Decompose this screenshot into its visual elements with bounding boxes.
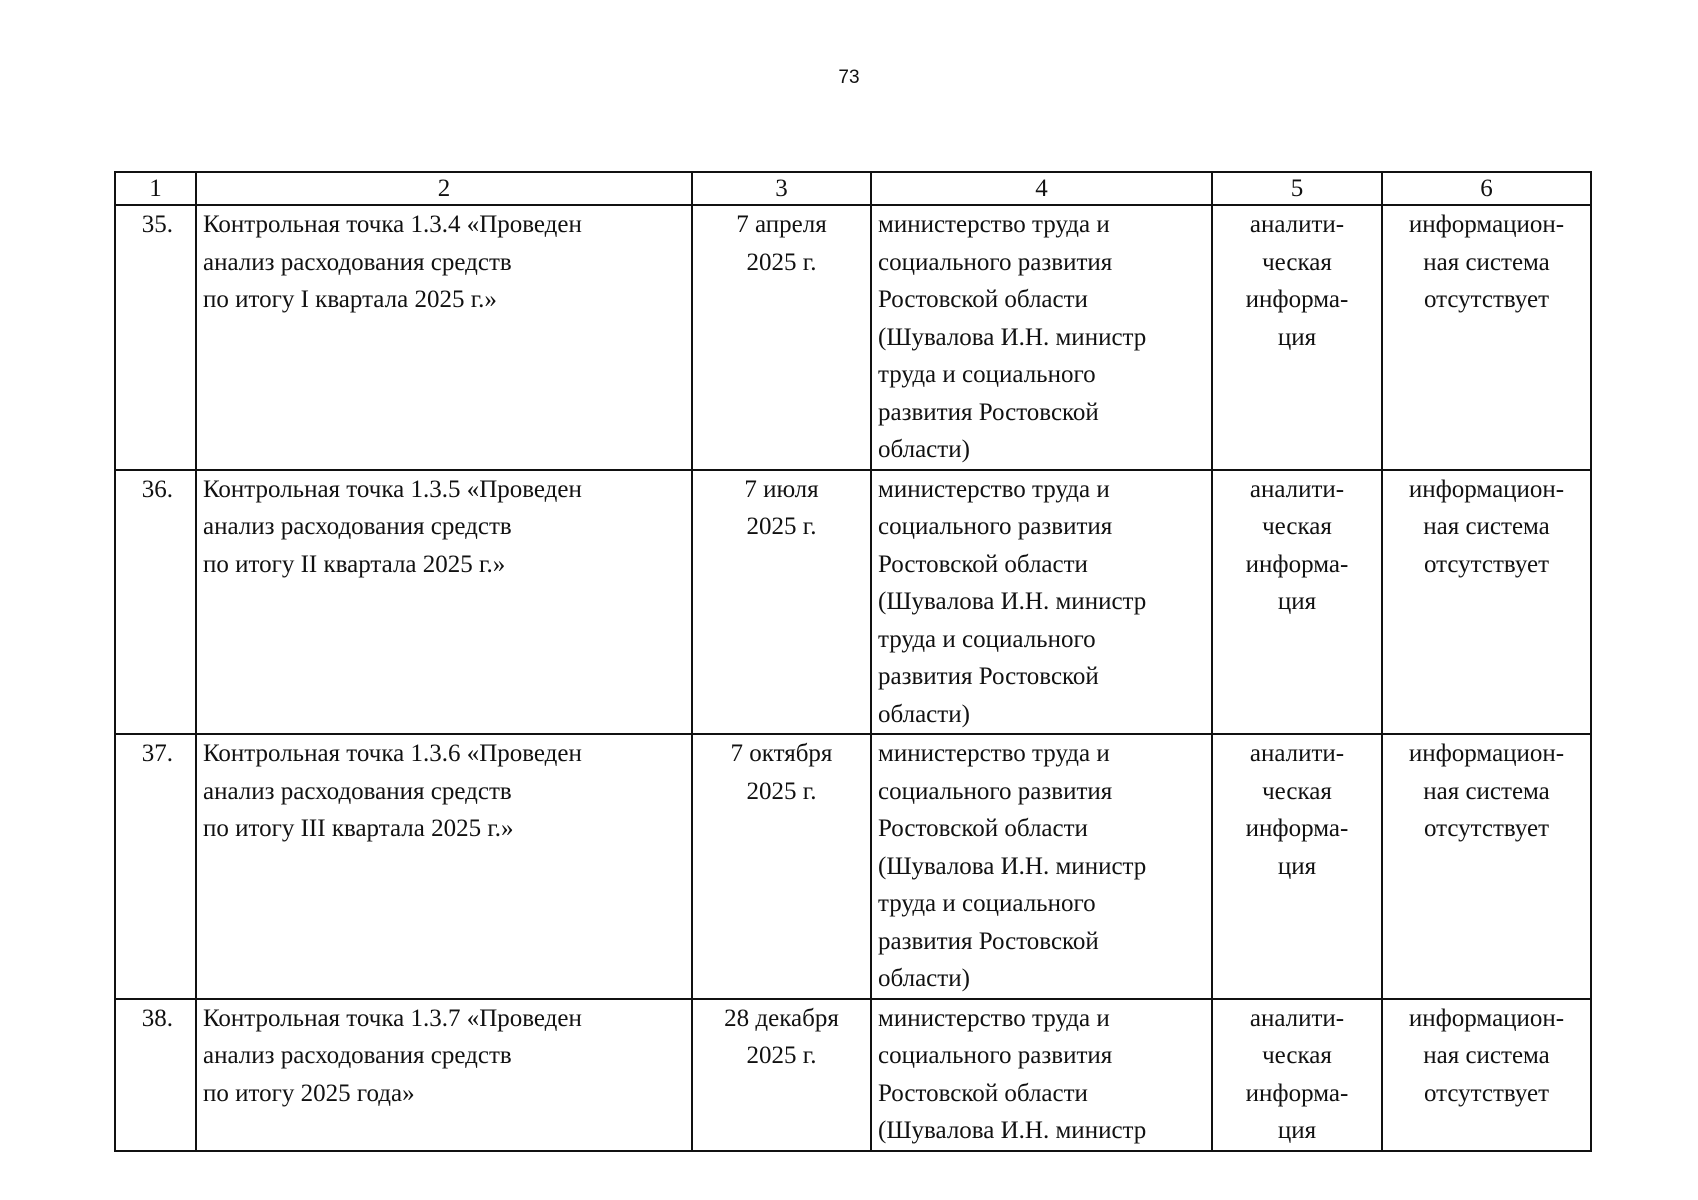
header-cell-col-1: 1 [115,172,196,205]
control-point-cell-line: Контрольная точка 1.3.4 «Проведен [203,211,582,238]
information-system-cell-line: информацион- [1408,211,1565,238]
information-system-cell-line: отсутствует [1423,550,1550,578]
table-row [115,470,1591,735]
responsible-cell-line: министерство труда и [878,475,1110,503]
deadline-cell [692,999,871,1151]
row-number-cell: 38. [115,999,196,1151]
control-point-cell-line: Контрольная точка 1.3.7 «Проведен [203,1004,582,1032]
header-cell-col-6: 6 [1382,172,1591,205]
table-header-row [115,172,1591,205]
responsible-cell-line: труда и социального [878,361,1096,388]
information-system-cell [1382,470,1591,735]
deadline-cell-line: 2025 г. [746,248,817,276]
document-type-cell-line: информа- [1245,550,1349,578]
deadline-cell-line: 2025 г. [746,1042,817,1069]
document-type-cell-line: ческая [1262,513,1332,540]
deadline-cell [692,470,871,735]
deadline-cell-line: 7 июля [744,475,819,503]
responsible-cell [871,734,1212,999]
responsible-cell-line: министерство труда и [878,740,1110,767]
responsible-cell-line: министерство труда и [878,1004,1110,1032]
responsible-cell-line: Ростовской области [878,550,1088,578]
document-type-cell-line: ция [1277,588,1317,615]
header-cell-col-2: 2 [196,172,692,205]
deadline-cell [692,734,871,999]
responsible-cell-line: развития Ростовской [878,398,1099,426]
control-points-table [114,171,1592,1152]
deadline-cell-line: 2025 г. [746,513,817,540]
control-point-cell [196,999,692,1151]
document-type-cell [1212,734,1382,999]
responsible-cell-line: Ростовской области [878,815,1088,842]
document-type-cell [1212,470,1382,735]
header-cell-col-4: 4 [871,172,1212,205]
document-type-cell-line: ческая [1262,1042,1332,1069]
control-point-cell-line: по итогу 2025 года» [203,1079,415,1107]
document-type-cell-line: ческая [1262,248,1332,276]
information-system-cell-line: ная система [1423,513,1550,540]
control-point-cell-line: Контрольная точка 1.3.5 «Проведен [203,475,582,503]
control-point-cell [196,205,692,470]
responsible-cell-line: Ростовской области [878,286,1088,313]
deadline-cell-line: 2025 г. [746,777,817,805]
control-point-cell-line: по итогу II квартала 2025 г.» [203,550,506,578]
information-system-cell-line: отсутствует [1423,286,1550,313]
responsible-cell-line: области) [878,700,970,728]
document-type-cell-line: ция [1277,852,1317,880]
information-system-cell-line: ная система [1423,1042,1550,1069]
document-type-cell-line: аналити- [1249,475,1345,503]
responsible-cell-line: развития Ростовской [878,663,1099,690]
responsible-cell [871,205,1212,470]
document-type-cell-line: информа- [1245,286,1349,313]
responsible-cell-line: социального развития [878,777,1113,805]
control-point-cell-line: по итогу III квартала 2025 г.» [203,815,514,842]
document-type-cell-line: ческая [1262,777,1332,805]
control-point-cell-line: анализ расходования средств [203,513,512,540]
information-system-cell-line: отсутствует [1423,1079,1550,1107]
control-point-cell-line: анализ расходования средств [203,777,512,805]
row-number-cell: 36. [115,470,196,735]
header-cell-col-3: 3 [692,172,871,205]
responsible-cell-line: социального развития [878,248,1113,276]
responsible-cell-line: труда и социального [878,890,1096,917]
responsible-cell [871,470,1212,735]
responsible-cell-line: (Шувалова И.Н. министр [878,588,1147,615]
document-type-cell-line: ция [1277,323,1317,351]
information-system-cell-line: ная система [1423,777,1550,805]
deadline-cell-line: 7 апреля [736,211,827,238]
information-system-cell-line: информацион- [1408,475,1565,503]
document-type-cell-line: информа- [1245,1079,1349,1107]
control-point-cell-line: Контрольная точка 1.3.6 «Проведен [203,740,582,767]
deadline-cell-line: 7 октября [730,740,833,767]
control-point-cell [196,470,692,735]
document-type-cell-line: аналити- [1249,1004,1345,1032]
deadline-cell-line: 28 декабря [724,1004,839,1032]
table-row [115,205,1591,470]
row-number-cell: 35. [115,205,196,470]
control-point-cell [196,734,692,999]
responsible-cell-line: области) [878,436,970,463]
deadline-cell [692,205,871,470]
information-system-cell-line: информацион- [1408,1004,1565,1032]
table-row [115,734,1591,999]
control-point-cell-line: анализ расходования средств [203,1042,512,1069]
responsible-cell-line: развития Ростовской [878,927,1099,955]
responsible-cell-line: (Шувалова И.Н. министр [878,1117,1147,1144]
document-type-cell-line: ция [1277,1117,1317,1144]
information-system-cell [1382,734,1591,999]
information-system-cell [1382,205,1591,470]
document-type-cell [1212,205,1382,470]
page-number: 73 [838,67,860,88]
control-point-cell-line: по итогу I квартала 2025 г.» [203,286,497,313]
document-type-cell [1212,999,1382,1151]
responsible-cell [871,999,1212,1151]
document-type-cell-line: информа- [1245,815,1349,842]
responsible-cell-line: (Шувалова И.Н. министр [878,323,1147,351]
responsible-cell-line: социального развития [878,1042,1113,1069]
control-point-cell-line: анализ расходования средств [203,248,512,276]
document-type-cell-line: аналити- [1249,211,1345,238]
information-system-cell-line: отсутствует [1423,815,1550,842]
header-cell-col-5: 5 [1212,172,1382,205]
responsible-cell-line: труда и социального [878,625,1096,653]
row-number-cell: 37. [115,734,196,999]
responsible-cell-line: социального развития [878,513,1113,540]
information-system-cell [1382,999,1591,1151]
table-row [115,999,1591,1151]
responsible-cell-line: министерство труда и [878,211,1110,238]
information-system-cell-line: информацион- [1408,740,1565,767]
responsible-cell-line: области) [878,965,970,992]
responsible-cell-line: Ростовской области [878,1079,1088,1107]
responsible-cell-line: (Шувалова И.Н. министр [878,852,1147,880]
information-system-cell-line: ная система [1423,248,1550,276]
document-type-cell-line: аналити- [1249,740,1345,767]
